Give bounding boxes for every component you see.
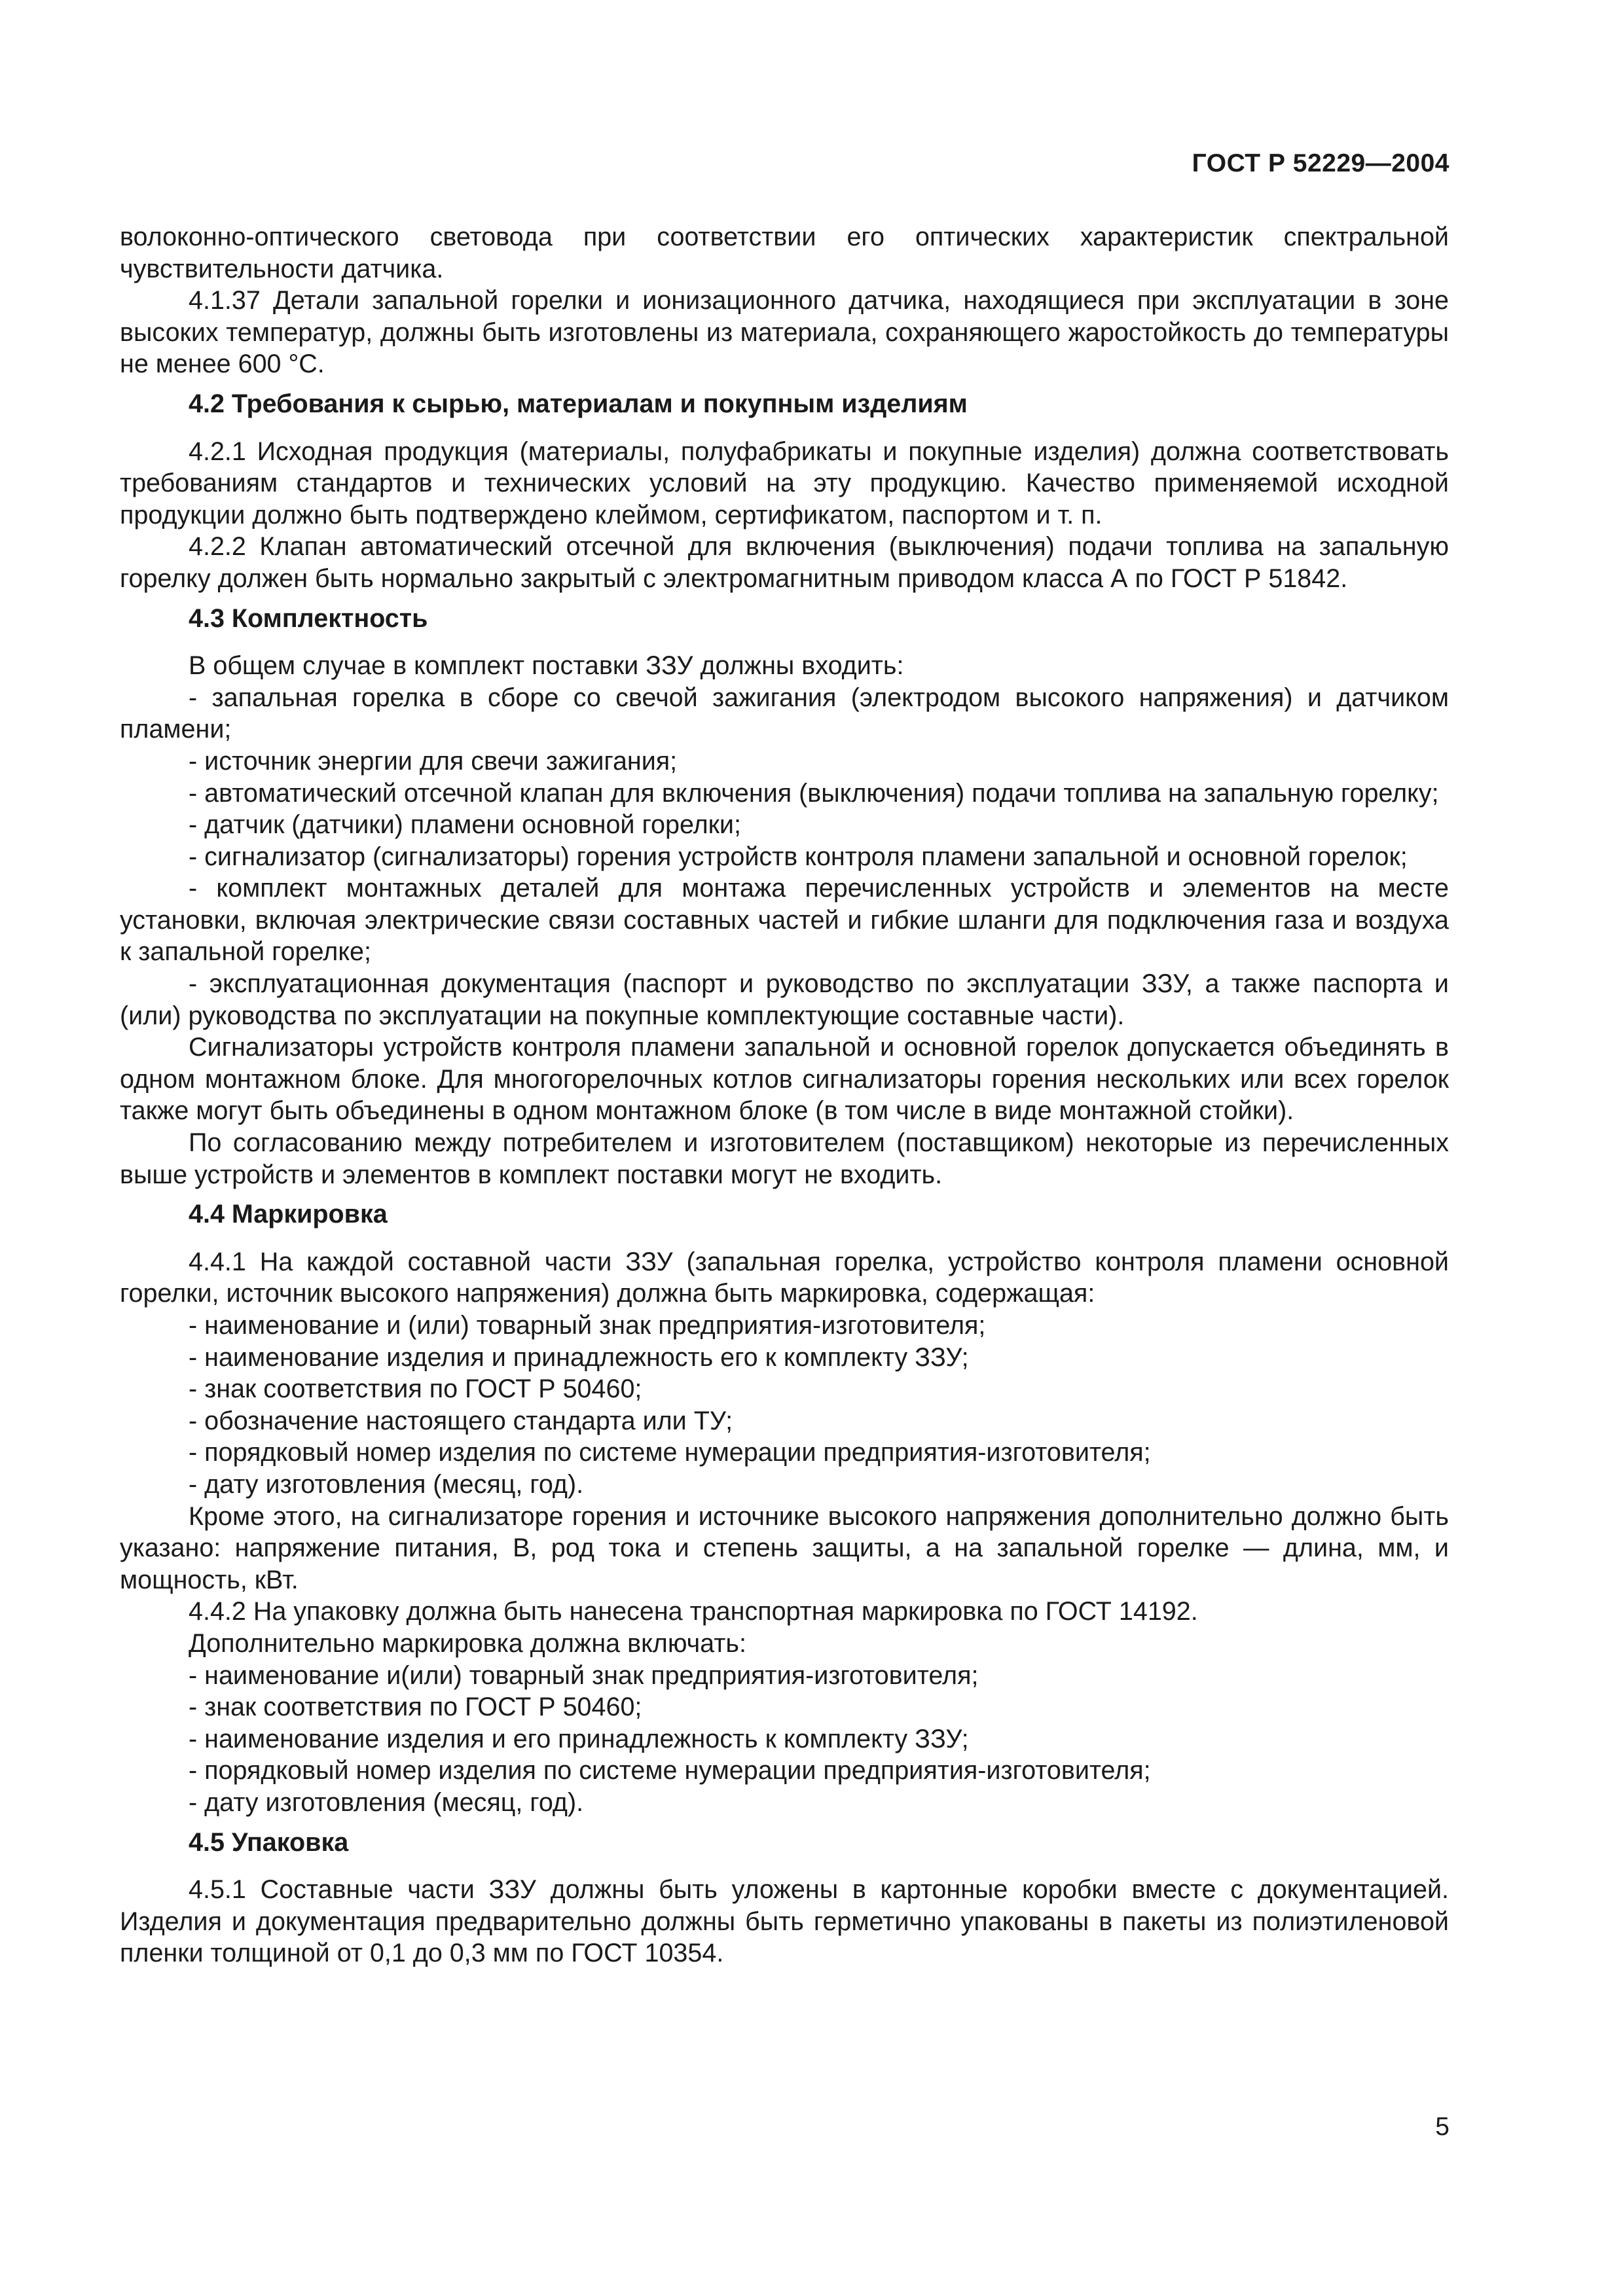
paragraph: - знак соответствия по ГОСТ Р 50460; bbox=[189, 1374, 642, 1404]
paragraph: Сигнализаторы устройств контроля пламени запальной и основной горелок допускается объединять в одном монтажном блоке. Для многогорелочных котлов сигнализаторы горения нескольких или всех горелок также могут быть объединены в одном монтажном блоке (в том числе в виде монтажной стойки). bbox=[120, 1033, 1449, 1126]
paragraph: - порядковый номер изделия по системе нумерации предприятия-изготовителя; bbox=[189, 1438, 1151, 1467]
paragraph: - дату изготовления (месяц, год). bbox=[189, 1787, 584, 1817]
paragraph: - датчик (датчики) пламени основной горелки; bbox=[189, 810, 741, 840]
paragraph: - дату изготовления (месяц, год). bbox=[189, 1469, 584, 1499]
standard-header: ГОСТ Р 52229—2004 bbox=[1192, 149, 1450, 177]
paragraph: - знак соответствия по ГОСТ Р 50460; bbox=[189, 1693, 642, 1722]
paragraph: - порядковый номер изделия по системе нумерации предприятия-изготовителя; bbox=[189, 1756, 1151, 1785]
document-body bbox=[120, 221, 1449, 1969]
paragraph: 4.4.1 На каждой составной части ЗЗУ (запальная горелка, устройство контроля пламени основной горелки, источник высокого напряжения) должна быть маркировка, содержащая: bbox=[120, 1247, 1449, 1308]
paragraph: - эксплуатационная документация (паспорт и руководство по эксплуатации ЗЗУ, а также паспорта и (или) руководства по эксплуатации на покупные комплектующие составные части). bbox=[120, 969, 1449, 1030]
paragraph: волоконно-оптического световода при соответствии его оптических характеристик спектральной чувствительности датчика. bbox=[120, 223, 1449, 283]
section-heading: 4.2 Требования к сырью, материалам и покупным изделиям bbox=[189, 389, 968, 418]
paragraph: Дополнительно маркировка должна включать: bbox=[189, 1628, 746, 1658]
paragraph: 4.2.1 Исходная продукция (материалы, полуфабрикаты и покупные изделия) должна соответствовать требованиям стандартов и технических условий на эту продукцию. Качество применяемой исходной продукции должно быть подтверждено клеймом, сертификатом, паспортом и т. п. bbox=[120, 437, 1449, 529]
paragraph: - наименование изделия и его принадлежность к комплекту ЗЗУ; bbox=[189, 1724, 969, 1753]
section-heading: 4.5 Упаковка bbox=[189, 1827, 349, 1857]
paragraph: 4.5.1 Составные части ЗЗУ должны быть уложены в картонные коробки вместе с документацией. Изделия и документация предварительно должны быть герметично упакованы в пакеты из полиэтиленовой пленки толщиной от 0,1 до 0,3 мм по ГОСТ 10354. bbox=[120, 1875, 1449, 1968]
paragraph: - автоматический отсечной клапан для включения (выключения) подачи топлива на запальную горелку; bbox=[189, 778, 1439, 808]
paragraph: - сигнализатор (сигнализаторы) горения устройств контроля пламени запальной и основной горелок; bbox=[189, 842, 1408, 871]
paragraph: - обозначение настоящего стандарта или ТУ; bbox=[189, 1406, 733, 1435]
paragraph: - комплект монтажных деталей для монтажа перечисленных устройств и элементов на месте установки, включая электрические связи составных частей и гибкие шланги для подключения газа и воздуха к запальной горелке; bbox=[120, 874, 1449, 967]
page-number: 5 bbox=[1435, 2113, 1450, 2141]
section-heading: 4.4 Маркировка bbox=[189, 1200, 388, 1229]
paragraph: - запальная горелка в сборе со свечой зажигания (электродом высокого напряжения) и датчиком пламени; bbox=[120, 683, 1449, 744]
paragraph: - наименование и(или) товарный знак предприятия-изготовителя; bbox=[189, 1660, 979, 1690]
paragraph: - источник энергии для свечи зажигания; bbox=[189, 746, 678, 776]
paragraph: 4.1.37 Детали запальной горелки и ионизационного датчика, находящиеся при эксплуатации в зоне высоких температур, должны быть изготовлены из материала, сохраняющего жаростойкость до температуры не менее 600 °С. bbox=[120, 286, 1449, 379]
paragraph: 4.2.2 Клапан автоматический отсечной для включения (выключения) подачи топлива на запальную горелку должен быть нормально закрытый с электромагнитным приводом класса А по ГОСТ Р 51842. bbox=[120, 532, 1449, 593]
section-heading: 4.3 Комплектность bbox=[189, 603, 428, 633]
paragraph: 4.4.2 На упаковку должна быть нанесена транспортная маркировка по ГОСТ 14192. bbox=[189, 1597, 1198, 1626]
paragraph: - наименование и (или) товарный знак предприятия-изготовителя; bbox=[189, 1311, 986, 1340]
paragraph: Кроме этого, на сигнализаторе горения и источнике высокого напряжения дополнительно должно быть указано: напряжение питания, В, род тока и степень защиты, а на запальной горелке — длина, мм, и мощность, кВт. bbox=[120, 1501, 1449, 1594]
paragraph: В общем случае в комплект поставки ЗЗУ должны входить: bbox=[189, 651, 904, 681]
paragraph: - наименование изделия и принадлежность его к комплекту ЗЗУ; bbox=[189, 1342, 969, 1372]
paragraph: По согласованию между потребителем и изготовителем (поставщиком) некоторые из перечисленных выше устройств и элементов в комплект поставки могут не входить. bbox=[120, 1128, 1449, 1189]
